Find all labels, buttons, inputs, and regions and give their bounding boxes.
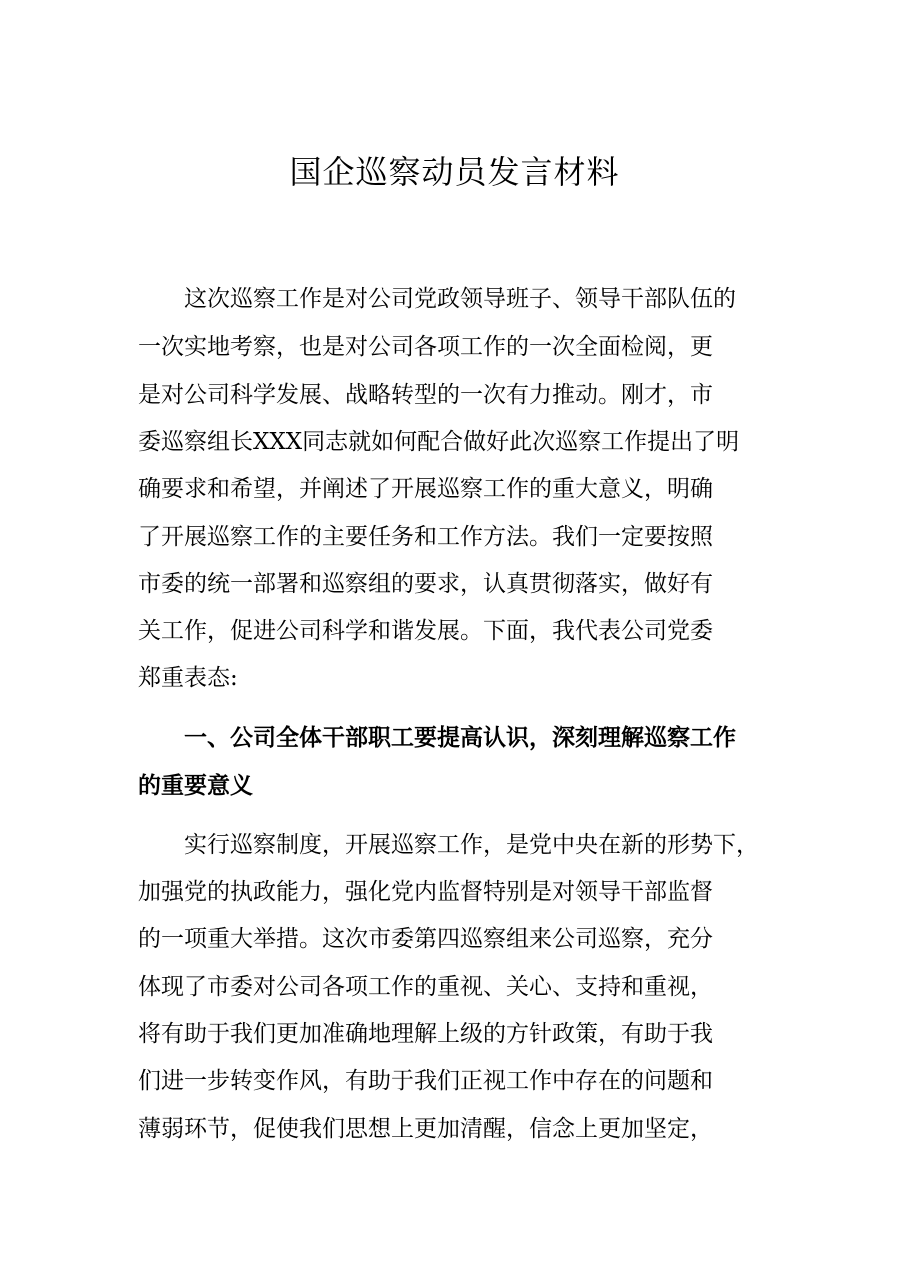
text-line: 确要求和希望，并阐述了开展巡察工作的重大意义，明确 — [138, 476, 713, 502]
heading-line: 一、公司全体干部职工要提高认识，深刻理解巡察工作 — [138, 724, 736, 751]
text-line: 薄弱环节，促使我们思想上更加清醒，信念上更加坚定， — [138, 1116, 713, 1142]
text-line: 委巡察组长XXX同志就如何配合做好此次巡察工作提出了明 — [138, 429, 740, 455]
text-line: 郑重表态: — [138, 665, 238, 691]
document-title: 国企巡察动员发言材料 — [289, 153, 620, 191]
text-line: 这次巡察工作是对公司党政领导班子、领导干部队伍的 — [138, 286, 736, 312]
text-line: 了开展巡察工作的主要任务和工作方法。我们一定要按照 — [138, 524, 713, 550]
text-line: 关工作，促进公司科学和谐发展。下面，我代表公司党委 — [138, 618, 713, 644]
text-line: 们进一步转变作风，有助于我们正视工作中存在的问题和 — [138, 1068, 713, 1094]
text-line: 体现了市委对公司各项工作的重视、关心、支持和重视， — [138, 974, 713, 1000]
heading-line: 的重要意义 — [138, 772, 253, 799]
text-line: 是对公司科学发展、战略转型的一次有力推动。刚才，市 — [138, 382, 713, 408]
text-line: 的一项重大举措。这次市委第四巡察组来公司巡察，充分 — [138, 926, 713, 952]
text-line: 市委的统一部署和巡察组的要求，认真贯彻落实，做好有 — [138, 571, 713, 597]
text-line: 将有助于我们更加准确地理解上级的方针政策，有助于我 — [138, 1021, 713, 1047]
text-line: 实行巡察制度，开展巡察工作，是党中央在新的形势下， — [138, 832, 759, 858]
text-line: 一次实地考察，也是对公司各项工作的一次全面检阅，更 — [138, 334, 713, 360]
text-line: 加强党的执政能力，强化党内监督特别是对领导干部监督 — [138, 879, 713, 905]
